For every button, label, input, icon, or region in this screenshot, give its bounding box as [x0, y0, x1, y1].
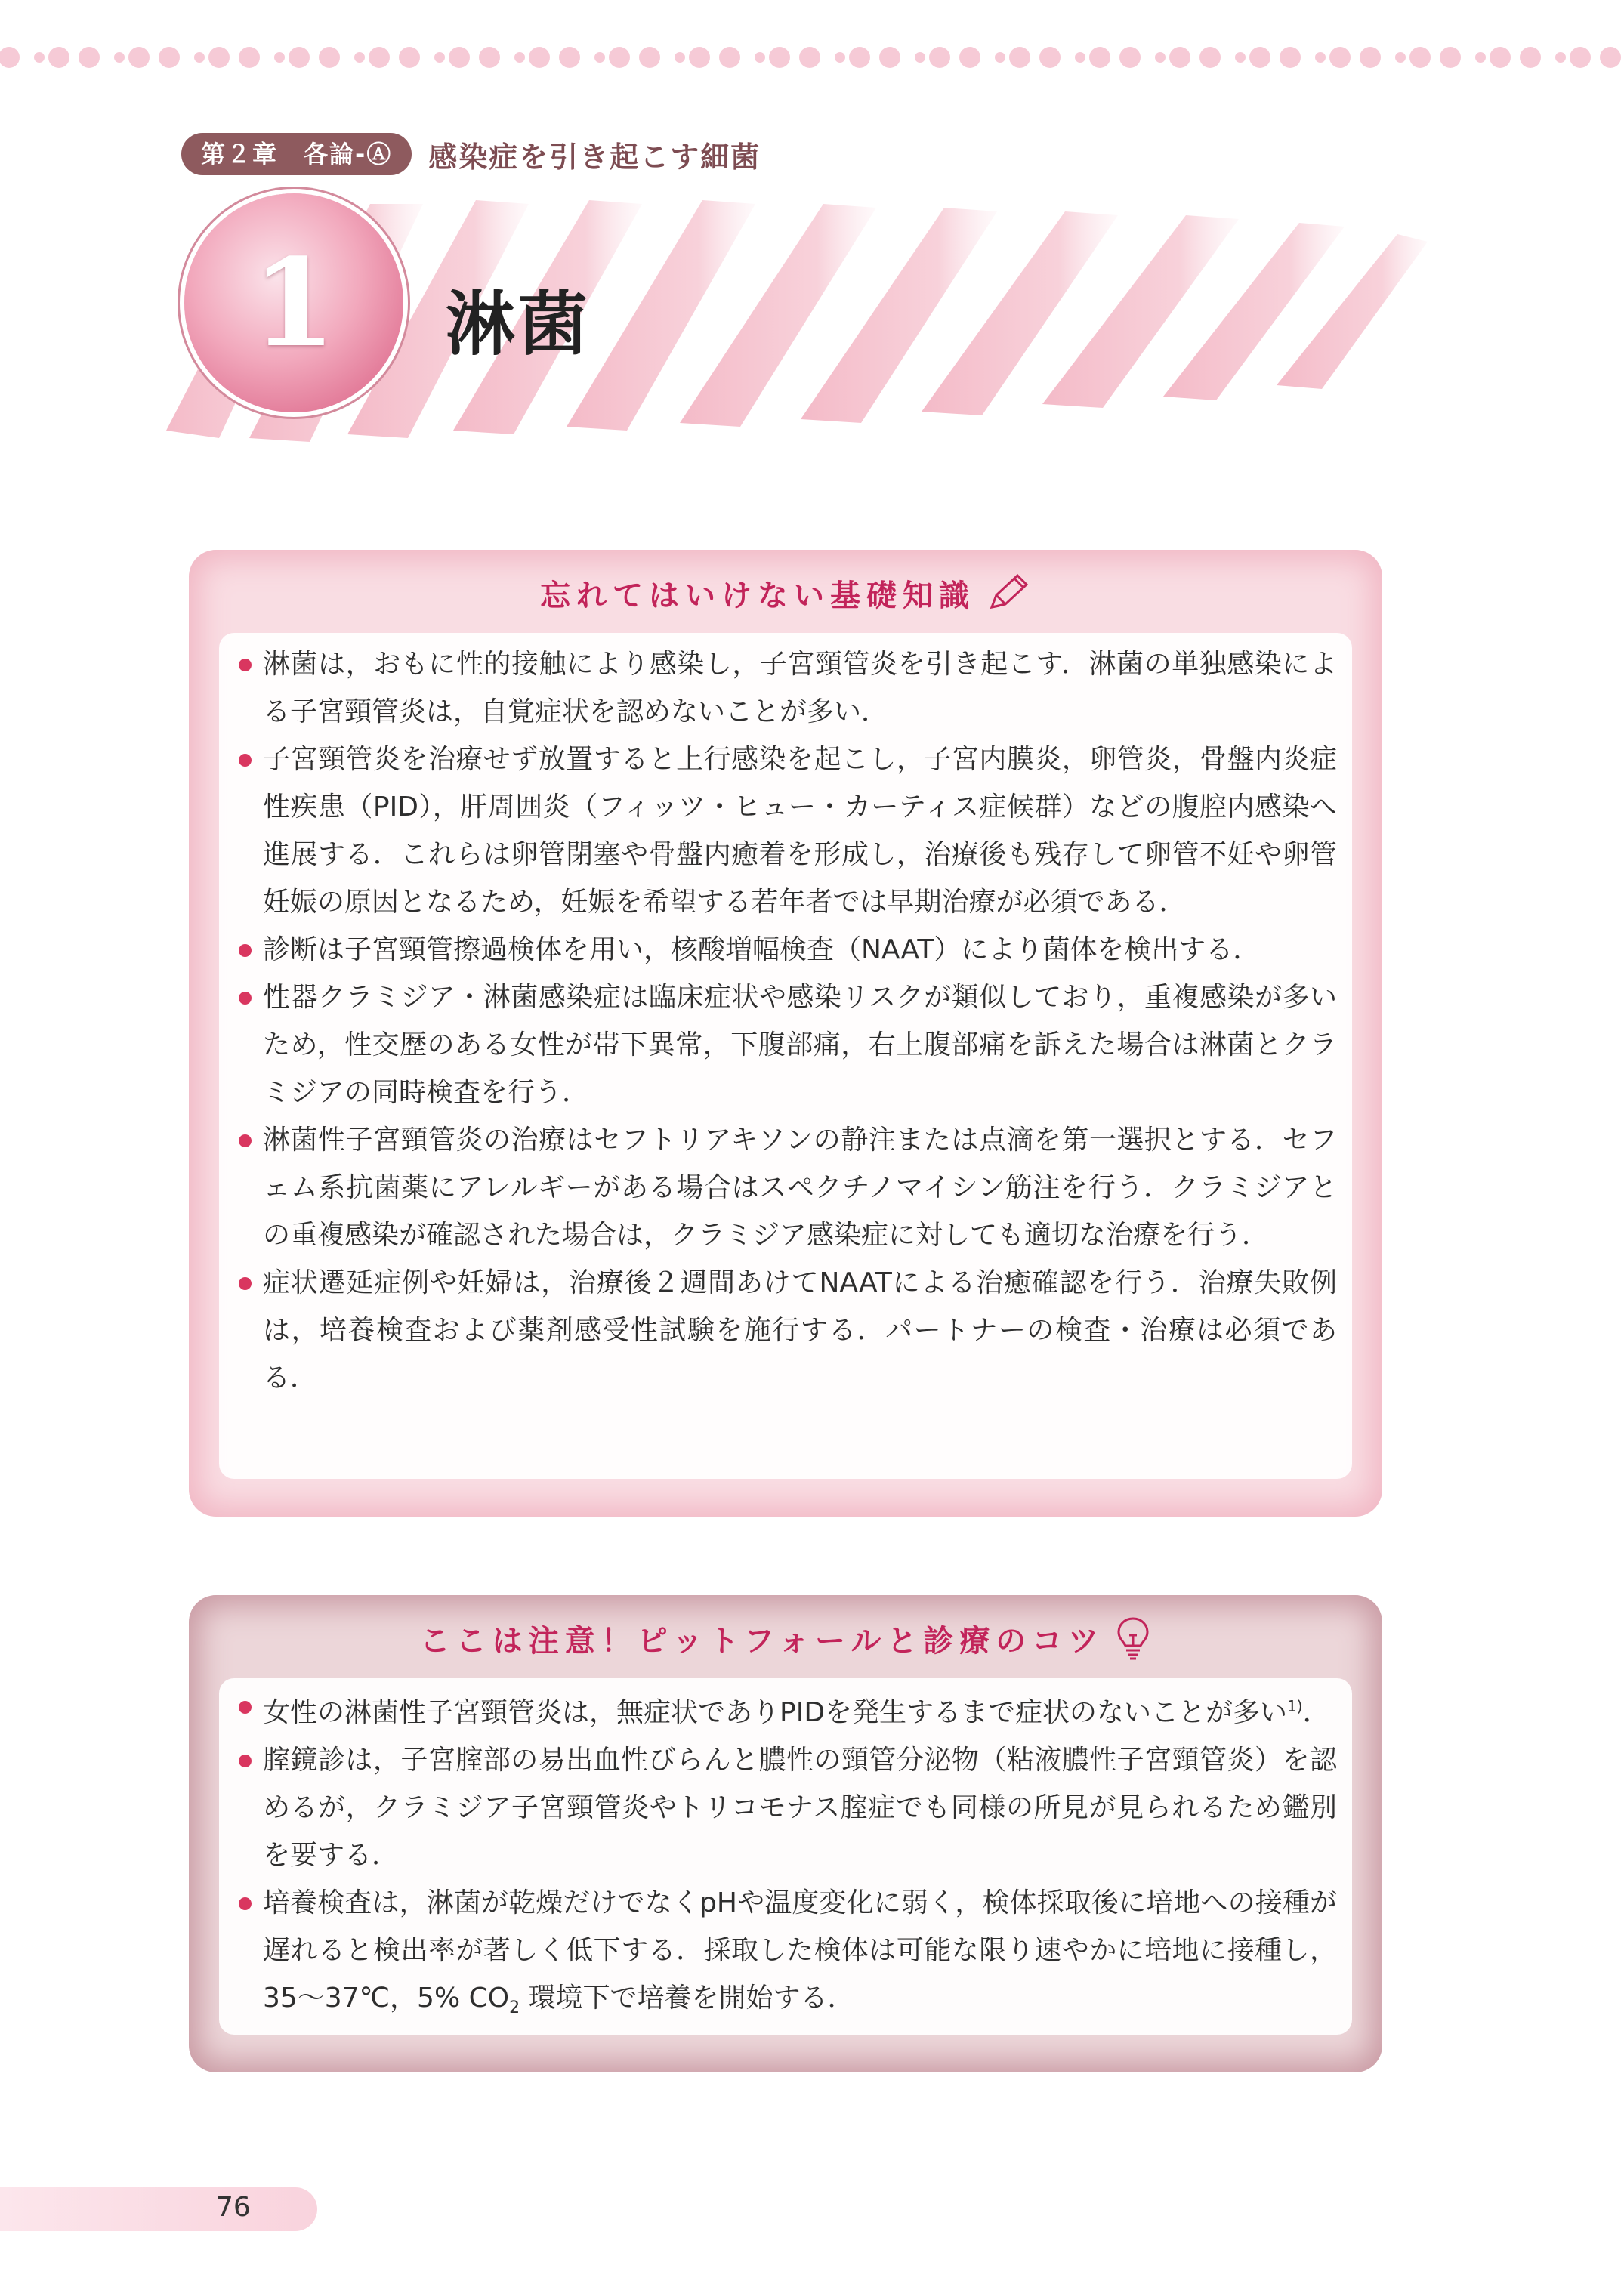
border-dot [194, 52, 205, 63]
border-dot [0, 47, 20, 68]
border-dot [1555, 52, 1566, 63]
pitfalls-list [237, 1683, 1337, 2032]
border-dot [1089, 47, 1110, 68]
border-dot [208, 47, 230, 68]
section-number: 1 [252, 232, 336, 374]
border-dot [159, 47, 180, 68]
border-dot [769, 47, 790, 68]
dotted-border [0, 36, 1624, 82]
border-dot [1520, 47, 1541, 68]
border-dot [915, 52, 925, 63]
border-dot [239, 47, 260, 68]
basics-list [237, 640, 1337, 1402]
page-title: 淋菌 [446, 284, 591, 365]
border-dot [755, 52, 765, 63]
page-number-tab [0, 2187, 317, 2231]
border-dot [799, 47, 820, 68]
list-item: 性器クラミジア・淋菌感染症は臨床症状や感染リスクが類似しており，重複感染が多いため，性交歴のある女性が帯下異常，下腹部痛，右上腹部痛を訴えた場合は淋菌とクラミジアの同時検査を行う． [237, 974, 1337, 1116]
list-item: 子宮頸管炎を治療せず放置すると上行感染を起こし，子宮内膜炎，卵管炎，骨盤内炎症性疾患（PID），肝周囲炎（フィッツ・ヒュー・カーティス症候群）などの腹腔内感染へ進展する．これらは卵管閉塞や骨盤内癒着を形成し，治療後も残存して卵管不妊や卵管妊娠の原因となるため，妊娠を希望する若年者では早期治療が必須である． [237, 736, 1337, 926]
border-dot [114, 52, 125, 63]
border-dot [514, 52, 525, 63]
border-dot [1075, 52, 1085, 63]
border-dot [1009, 47, 1030, 68]
border-dot [1600, 47, 1621, 68]
pitfalls-box [189, 1595, 1382, 2072]
border-dot [434, 52, 445, 63]
border-dot [79, 47, 100, 68]
page-number: 76 [216, 2192, 251, 2223]
border-dot [675, 52, 685, 63]
list-item: 腟鏡診は，子宮腟部の易出血性びらんと膿性の頸管分泌物（粘液膿性子宮頸管炎）を認めるが，クラミジア子宮頸管炎やトリコモナス腟症でも同様の所見が見られるため鑑別を要する． [237, 1736, 1337, 1879]
border-dot [1360, 47, 1381, 68]
border-dot [849, 47, 870, 68]
list-item: 症状遷延症例や妊婦は，治療後２週間あけてNAATによる治癒確認を行う．治療失敗例は，培養検査および薬剤感受性試験を施行する．パートナーの検査・治療は必須である． [237, 1259, 1337, 1402]
border-dot [995, 52, 1005, 63]
border-dot [1570, 47, 1591, 68]
pitfalls-heading-text: ここは注意！ピットフォールと診療のコツ [419, 1623, 1105, 1659]
border-dot [289, 47, 310, 68]
pitfalls-heading [189, 1612, 1382, 1665]
border-dot [529, 47, 550, 68]
border-dot [354, 52, 365, 63]
basics-box [189, 550, 1382, 1517]
chapter-title: 感染症を引き起こす細菌 [428, 140, 761, 174]
border-dot [1249, 47, 1270, 68]
border-dot [639, 47, 660, 68]
border-dot [1395, 52, 1406, 63]
chapter-header [181, 133, 761, 175]
basics-heading [189, 566, 1382, 619]
border-dot [319, 47, 340, 68]
border-dot [1409, 47, 1431, 68]
section-number-badge [184, 193, 403, 412]
border-dot [879, 47, 900, 68]
border-dot [559, 47, 580, 68]
border-dot [1315, 52, 1326, 63]
lightbulb-icon [1115, 1616, 1151, 1661]
border-dot [449, 47, 470, 68]
border-dot [1169, 47, 1190, 68]
border-dot [274, 52, 285, 63]
list-item: 淋菌性子宮頸管炎の治療はセフトリアキソンの静注または点滴を第一選択とする．セフェム系抗菌薬にアレルギーがある場合はスペクチノマイシン筋注を行う．クラミジアとの重複感染が確認された場合は，クラミジア感染症に対しても適切な治療を行う． [237, 1116, 1337, 1259]
border-dot [594, 52, 605, 63]
list-item: 培養検査は，淋菌が乾燥だけでなくpHや温度変化に弱く，検体採取後に培地への接種が遅れると検出率が著しく低下する．採取した検体は可能な限り速やかに培地に接種し，35〜37℃，5% $CO_2$ 環境下で培養を開始する． [237, 1879, 1337, 2032]
border-dot [835, 52, 845, 63]
border-dot [719, 47, 740, 68]
border-dot [959, 47, 980, 68]
border-dot [1199, 47, 1221, 68]
border-dot [1440, 47, 1461, 68]
border-dot [128, 47, 150, 68]
list-item: 診断は子宮頸管擦過検体を用い，核酸増幅検査（NAAT）により菌体を検出する． [237, 926, 1337, 974]
border-dot [689, 47, 710, 68]
border-dot [929, 47, 950, 68]
list-item: 淋菌は，おもに性的接触により感染し，子宮頸管炎を引き起こす．淋菌の単独感染による子宮頸管炎は，自覚症状を認めないことが多い． [237, 640, 1337, 736]
pencil-icon [986, 572, 1031, 613]
border-dot [609, 47, 630, 68]
border-dot [399, 47, 420, 68]
border-dot [1490, 47, 1511, 68]
border-dot [1280, 47, 1301, 68]
border-dot [1235, 52, 1246, 63]
border-dot [479, 47, 500, 68]
border-dot [1329, 47, 1351, 68]
chapter-label: 第２章 各論-Ⓐ [181, 133, 412, 175]
border-dot [1155, 52, 1166, 63]
border-dot [34, 52, 45, 63]
border-dot [369, 47, 390, 68]
border-dot [1475, 52, 1486, 63]
list-item: 女性の淋菌性子宮頸管炎は，無症状でありPIDを発生するまで症状のないことが多い$^{1)}$． [237, 1683, 1337, 1736]
border-dot [1119, 47, 1141, 68]
basics-heading-text: 忘れてはいけない基礎知識 [540, 578, 975, 613]
border-dot [48, 47, 69, 68]
border-dot [1039, 47, 1061, 68]
